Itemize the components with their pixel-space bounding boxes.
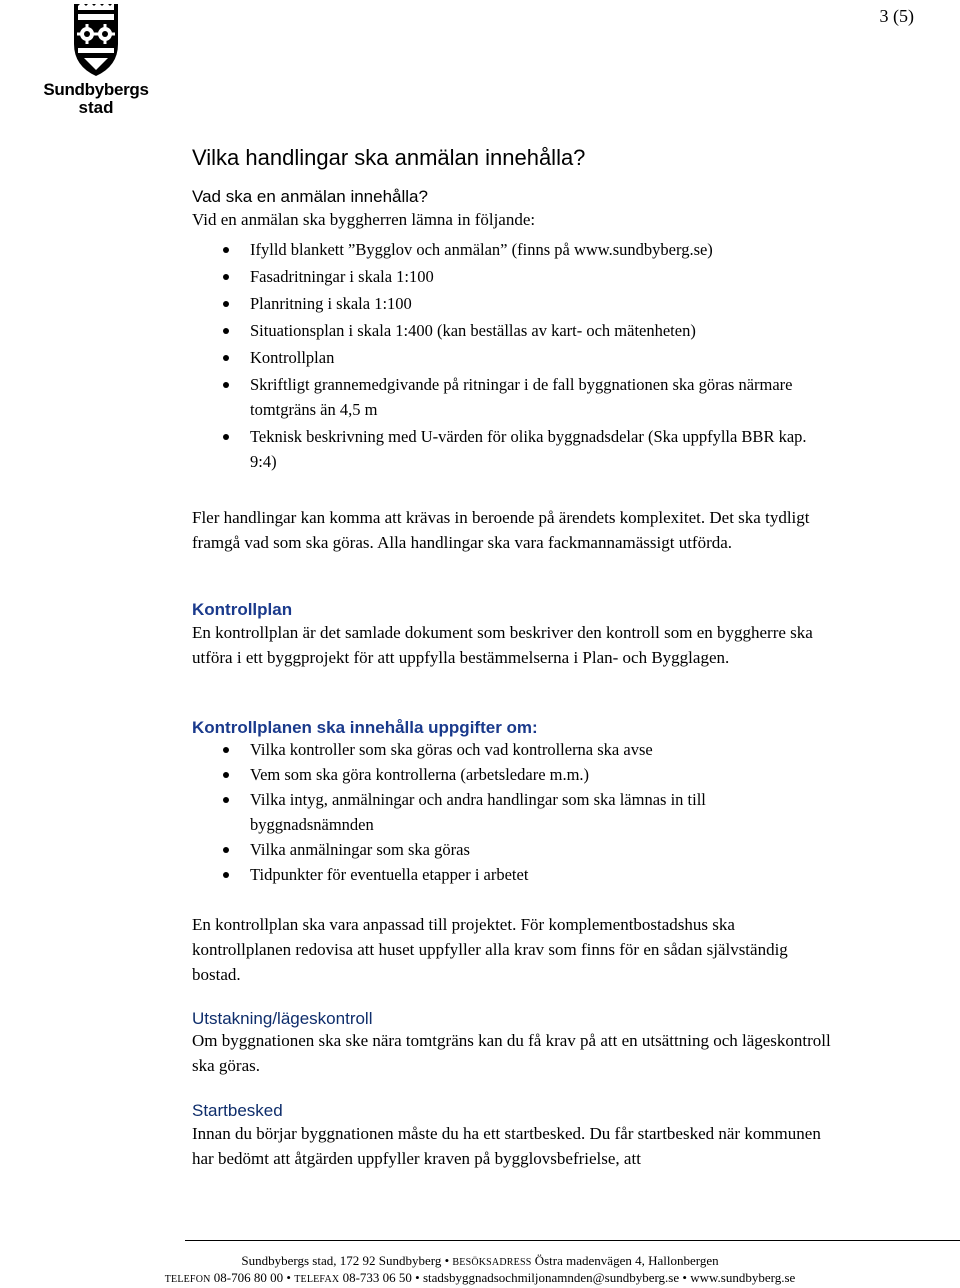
footer-visit-label: BESÖKSADRESS — [452, 1257, 532, 1268]
required-documents-list — [192, 237, 832, 476]
list-item: Vem som ska göra kontrollerna (arbetsledare m.m.) — [192, 762, 832, 787]
footer-separator: • — [444, 1253, 450, 1268]
footer-separator: • — [682, 1270, 687, 1285]
section-heading-kontrollplan-content: Kontrollplanen ska innehålla uppgifter om: — [192, 718, 538, 737]
logo-text-line2: stad — [78, 98, 114, 117]
footer-divider — [185, 1240, 960, 1241]
list-item: Skriftligt grannemedgivande på ritningar i de fall byggnationen ska göras närmare tomtgräns än 4,5 m — [192, 372, 832, 422]
footer-separator: • — [286, 1270, 291, 1285]
utstakning-text: Om byggnationen ska ske nära tomtgräns kan du få krav på att en utsättning och lägeskontroll ska göras. — [192, 1031, 831, 1075]
footer-address-line — [0, 1253, 960, 1269]
footer-phone: 08-706 80 00 — [213, 1270, 284, 1285]
list-item: Vilka anmälningar som ska göras — [192, 837, 832, 862]
list-item: Vilka kontroller som ska göras och vad kontrollerna ska avse — [192, 737, 832, 762]
footer-phone-label: TELEFON — [164, 1274, 211, 1285]
list-item: Teknisk beskrivning med U-värden för olika byggnadsdelar (Ska uppfylla BBR kap. 9:4) — [192, 424, 832, 474]
footer-email-link[interactable]: stadsbyggnadsochmiljonamnden@sundbyberg.se — [422, 1270, 680, 1285]
list-item: Situationsplan i skala 1:400 (kan beställas av kart- och mätenheten) — [192, 318, 832, 343]
municipality-logo — [40, 0, 152, 124]
footer-contact-line — [0, 1270, 960, 1286]
list-item: Vilka intyg, anmälningar och andra handlingar som ska lämnas in till byggnadsnämnden — [192, 787, 832, 837]
list-item: Kontrollplan — [192, 345, 832, 370]
logo-text-line1: Sundbybergs — [43, 80, 149, 99]
list-item: Planritning i skala 1:100 — [192, 291, 832, 316]
list-item: Ifylld blankett ”Bygglov och anmälan” (finns på www.sundbyberg.se) — [192, 237, 832, 262]
list-item: Fasadritningar i skala 1:100 — [192, 264, 832, 289]
section-heading-kontrollplan: Kontrollplan — [192, 600, 293, 619]
footer-fax-label: TELEFAX — [294, 1274, 340, 1285]
coat-of-arms-icon — [40, 0, 152, 80]
kontrollplan-note: En kontrollplan ska vara anpassad till projektet. För komplementbostadshus ska kontrollplanen redovisa att huset uppfyller alla krav som finns för en sådan självständig bostad. — [192, 915, 788, 984]
section-heading-anmalan: Vad ska en anmälan innehålla? — [192, 187, 428, 206]
page-title: Vilka handlingar ska anmälan innehålla? — [192, 145, 586, 170]
footer-web-link[interactable]: www.sundbyberg.se — [690, 1270, 796, 1285]
section-heading-utstakning: Utstakning/lägeskontroll — [192, 1009, 373, 1028]
footer-visit-address: Östra madenvägen 4, Hallonbergen — [534, 1253, 719, 1268]
section-intro: Vid en anmälan ska byggherren lämna in följande: — [192, 210, 536, 229]
footer-fax: 08-733 06 50 — [342, 1270, 412, 1285]
page-number: 3 (5) — [879, 6, 914, 26]
section-heading-startbesked: Startbesked — [192, 1101, 283, 1120]
startbesked-text: Innan du börjar byggnationen måste du ha ett startbesked. Du får startbesked när kommunen har bedömt att åtgärden uppfyller kraven på bygglovsbefrielse, att — [192, 1124, 821, 1168]
kontrollplan-text: En kontrollplan är det samlade dokument som beskriver den kontroll som en byggherre ska utföra i ett byggprojekt för att uppfylla bestämmelserna i Plan- och Bygglagen. — [192, 623, 813, 667]
footer-org: Sundbybergs stad, 172 92 Sundbyberg — [241, 1253, 442, 1268]
section-note: Fler handlingar kan komma att krävas in beroende på ärendets komplexitet. Det ska tydligt framgå vad som ska göras. Alla handlingar ska vara fackmannamässigt utförda. — [192, 508, 810, 552]
list-item: Tidpunkter för eventuella etapper i arbetet — [192, 862, 832, 887]
footer-separator: • — [415, 1270, 420, 1285]
kontrollplan-items-list — [192, 737, 832, 887]
